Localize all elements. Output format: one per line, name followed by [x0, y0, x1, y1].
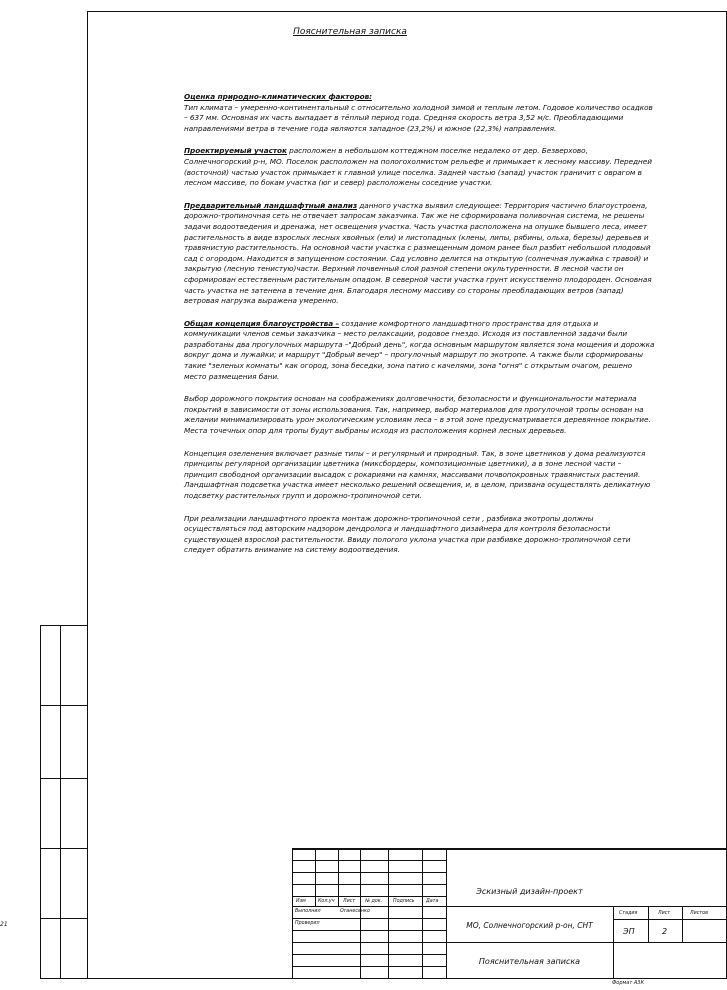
stamp-row-vypolnil-name: Оганесенко [340, 909, 370, 914]
stamp-hline [292, 918, 447, 919]
stamp-stadiya: ЭП [623, 927, 635, 936]
section-climate [184, 92, 656, 134]
stamp-hline [292, 942, 727, 943]
left-margin-hline [40, 705, 87, 706]
stamp-row-vypolnil: Выполнил [295, 909, 321, 914]
document-body [184, 92, 656, 568]
stamp-vline [388, 848, 389, 978]
stamp-hline [292, 906, 727, 907]
stamp-hline [292, 930, 447, 931]
stamp-col-list: Лист [343, 899, 356, 904]
section-heading: Проектируемый участок [184, 146, 287, 156]
stamp-vline [315, 848, 316, 906]
stamp-list: 2 [662, 927, 668, 936]
section-heading: Общая концепция благоустройства – [184, 318, 340, 328]
left-margin-hline [40, 625, 87, 626]
stamp-listov-label: Листов [690, 911, 708, 916]
stamp-hline [292, 966, 447, 967]
stamp-col-podpis: Подпись [393, 899, 415, 904]
stamp-project: Эскизный дизайн-проект [476, 887, 583, 896]
stamp-border-top [292, 848, 727, 850]
stamp-list-label: Лист [658, 911, 671, 916]
left-margin-line [40, 625, 41, 978]
section-text: Тип климата – умеренно-континентальный с относительно холодной зимой и теплым летом. Годовое количество осадков – 637 мм. Основная их часть выпадает в тёплый период года. Средняя скорость ветра 3,52 м/с. Преобладающими направлениями ветра в течение года являются западное (23,2%) и южное (22,3%) направления. [184, 102, 653, 133]
section-concept [184, 319, 656, 383]
section-heading: Оценка природно-климатических факторов: [184, 92, 373, 101]
section-text: При реализации ландшафтного проекта монтаж дорожно-тропиночной сети , разбивка экотропы должны осуществляться под авторским надзором дендролога и ландшафтного дизайнера для контроля безопасности существующей взрослой растительности. Ввиду пологого уклона участка при разбивке дорожно-тропиночной сети следует обратить внимание на систему водоотведения. [184, 513, 631, 555]
format-label: Формат А3К [612, 980, 645, 986]
stamp-col-data: Дата [426, 899, 439, 904]
section-analysis [184, 201, 656, 307]
stamp-sheet-title: Пояснительная записка [478, 957, 581, 966]
section-implementation [184, 514, 656, 556]
stamp-vline [682, 906, 683, 942]
stamp-vline [338, 848, 339, 906]
section-text: Концепция озеленения включает разные типы – и регулярный и природный. Так, в зоне цветников у дома реализуются принципы регулярной организации цветника (миксбордеры, композиционные цветники), а в зоне лесной части – принцип свободной организации высадок с рокариями на камнях, массивами почвопокровных травянистых растений. Ландшафтная подсветка участка имеет несколько решений освещения, и, в целом, призвана осуществлять деликатную подсветку растительных групп и дорожно-тропиночной сети. [184, 448, 651, 500]
stamp-location: МО, Солнечногорский р-он, СНТ [466, 921, 593, 930]
stamp-stadiya-label: Стадия [619, 911, 638, 916]
section-planting [184, 449, 656, 502]
stamp-vline [648, 906, 649, 942]
section-text: расположен в небольшом коттеджном поселке недалеко от дер. Безверхово, Солнечногорский р-н, МО. Поселок расположен на пологохолмистом рельефе и примыкает к лесному массиву. Передней (восточной) частью участок примыкает к главной улице поселка. Задней частью (запад) участок граничит с оврагом в лесном массиве, по бокам участка (юг и север) расположены соседние участки. [184, 146, 652, 188]
section-text: Выбор дорожного покрытия основан на соображениях долговечности, безопасности и функциональности материала покрытий в зависимости от зоны использования. Так, например, выбор материалов для прогулочной тропы основан на желании минимализировать урон экологическим условиям леса – в этой зоне предусматривается деревянное покрытие. Места точечных опор для тропы будут выбраны исходя из расположения корней лесных деревьев. [184, 394, 651, 436]
section-text: создание комфортного ландшафтного пространства для отдыха и коммуникации членов семьи заказчика – место релаксации, родовое гнездо. Исходя из поставленной задачи были разработаны два прогулочных маршрута –"Добрый день", когда основным маршрутом является зона мощения и дорожка вокруг дома и лужайки; и маршрут "Добрый вечер" – прогулочный маршрут по экотропе. А также были сформированы такие "зеленых комнаты" как огород, зона беседки, зона патио с качелями, зона "огня" с открытым очагом, решено место размещения бани. [184, 318, 655, 381]
left-margin-line [60, 625, 61, 978]
section-site [184, 146, 656, 188]
left-margin-hline [40, 848, 87, 849]
stamp-row-proveril: Проверил [295, 921, 320, 926]
stamp-hline [613, 919, 727, 920]
stamp-vline [613, 906, 614, 978]
stamp-col-izm: Изм [296, 899, 306, 904]
stamp-hline [292, 954, 447, 955]
page-title: Пояснительная записка [293, 27, 407, 37]
section-paving [184, 394, 656, 436]
section-heading: Предварительный ландшафтный анализ [184, 200, 358, 210]
section-text: данного участка выявил следующее: Территория частично благоустроена, дорожно-тропиночная сеть не отвечает запросам заказчика. Так же не сформирована поливочная система, не решены задачи водоотведения и дренажа, нет освещения участка. Часть участка расположена на опушке бывшего леса, имеет растительность в виде взрослых лесных хвойных (ели) и листопадных (клены, липы, рябины, ольха, березы) деревьев и травянистую растительность. На основной части участка с размещенным домом ранее был разбит небольшой плодовый сад с огородом. Находится в запущенном состоянии. Сад условно делится на открытую (солнечная лужайка с травой) и закрытую (лесную тенистую)части. Верхний почвенный слой разной степени окультуренности. В лесной части он сформирован естественным растительным опадом. В северной части участка грунт искусственно плодороден. Основная часть участка не затенена в течение дня. Благодаря лесному массиву со стороны преобладающих ветров (запад) ветровая нагрузка выражена умеренно. [184, 200, 652, 306]
stamp-col-kol: Кол.уч [318, 899, 335, 904]
left-margin-hline [40, 778, 87, 779]
stamp-vline [422, 848, 423, 978]
left-margin-hline [40, 978, 87, 979]
stamp-col-ndok: № док. [365, 899, 383, 904]
left-margin-hline [40, 918, 87, 919]
stamp-vline [292, 848, 293, 978]
page-number: 21 [0, 921, 8, 928]
